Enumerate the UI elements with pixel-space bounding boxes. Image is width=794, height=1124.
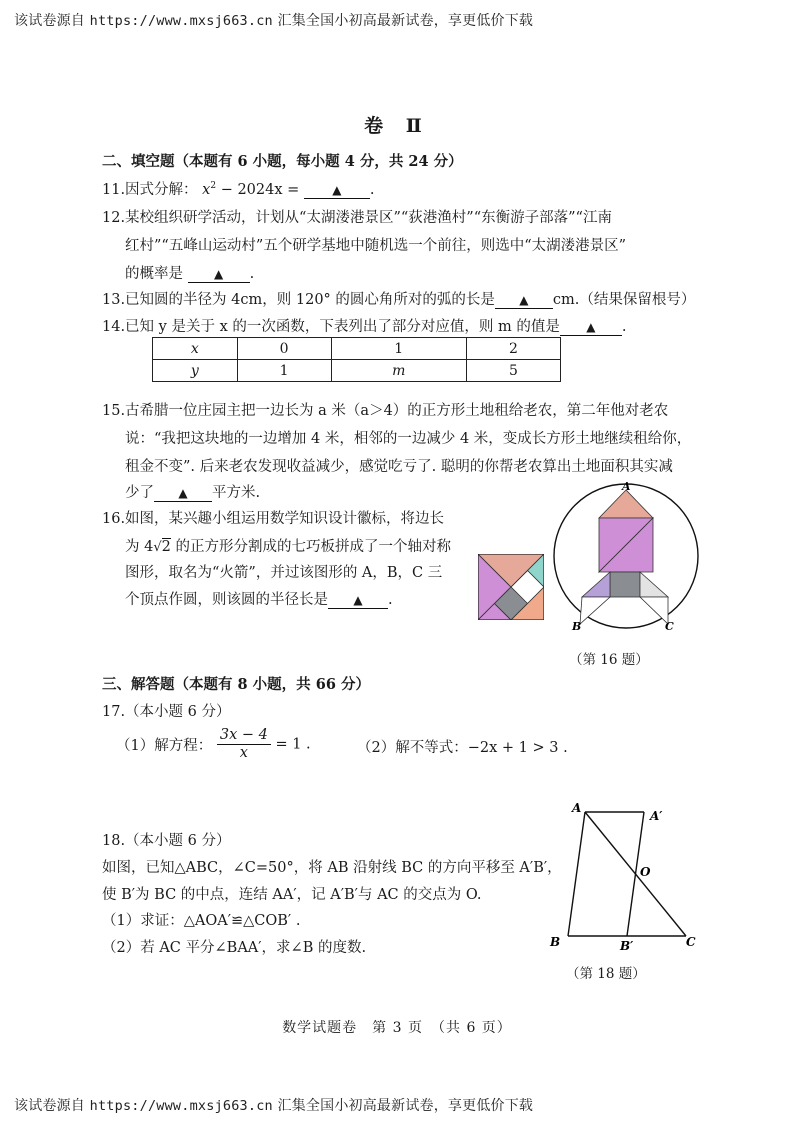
q16-line3: 图形，取名为“火箭”，并过该图形的 A，B，C 三	[125, 565, 443, 581]
q12-line3	[125, 262, 254, 283]
table-row	[153, 360, 561, 382]
point-label-a: A	[622, 480, 631, 493]
q17-part1	[116, 727, 311, 762]
q16-prefix: 为 4	[125, 539, 154, 555]
q17-fraction	[217, 727, 271, 762]
table-cell: 0	[237, 338, 331, 360]
tangram-square-figure	[478, 554, 544, 620]
point-label-b-prime: B′	[620, 939, 634, 953]
watermark-suffix: 汇集全国小初高最新试卷，享更低价下载	[277, 13, 534, 29]
q16-line2	[125, 535, 451, 556]
q17-heading: 17.（本小题 6 分）	[102, 704, 231, 720]
section2-heading: 二、填空题（本题有 6 小题，每小题 4 分，共 24 分）	[102, 153, 463, 170]
table-cell: m	[331, 360, 466, 382]
fraction-numerator: 3x − 4	[217, 727, 271, 745]
q18-part2: （2）若 AC 平分∠BAA′，求∠B 的度数.	[102, 940, 367, 956]
q16-line4	[125, 588, 393, 609]
q12-line2: 红村”“五峰山运动村”五个研学基地中随机选一个前往，则选中“太湖溇港景区”	[125, 238, 627, 254]
watermark-bottom	[14, 1095, 533, 1115]
q15-line1: 15.古希腊一位庄园主把一边长为 a 米（a＞4）的正方形土地租给老农，第二年他对老农	[102, 403, 669, 419]
q14-prefix: 14.已知 y 是关于 x 的一次函数，下表列出了部分对应值，则 m 的值是	[102, 319, 560, 335]
q15-line3: 租金不变”. 后来老农发现收益减少，感觉吃亏了. 聪明的你帮老农算出土地面积其实减	[125, 459, 673, 475]
q15-line2: 说：“我把这块地的一边增加 4 米，相邻的一边减少 4 米，变成长方形土地继续租给你，	[125, 431, 692, 447]
rocket-tip-triangle	[599, 490, 653, 518]
question-13	[102, 288, 695, 309]
figure-16-caption: （第 16 题）	[569, 652, 649, 668]
q18-part1: （1）求证：△AOA′≌△COB′ .	[102, 913, 301, 929]
answer-blank[interactable]	[304, 182, 370, 199]
blank-mark: ▲	[353, 593, 363, 607]
q17-part2: （2）解不等式：−2x + 1 > 3 .	[357, 740, 568, 756]
rocket-leg-right	[640, 597, 668, 624]
watermark-url[interactable]: https://www.mxsj663.cn	[89, 1098, 273, 1114]
point-label-c: C	[665, 620, 674, 632]
segment-ab	[568, 812, 585, 936]
q12-line1: 12.某校组织研学活动，计划从“太湖溇港景区”“荻港渔村”“东衡游子部落”“江南	[102, 210, 612, 226]
answer-blank[interactable]	[188, 266, 250, 283]
paper-title: 卷 Ⅱ	[364, 115, 430, 137]
q12-prefix: 的概率是	[125, 266, 183, 282]
q11-prefix: 11.因式分解：	[102, 182, 198, 198]
q16-line1: 16.如图，某兴趣小组运用数学知识设计徽标，将边长	[102, 511, 445, 527]
q11-suffix: .	[369, 182, 375, 198]
rocket-leg-left	[580, 597, 610, 624]
table-cell: 5	[466, 360, 560, 382]
question-14	[102, 315, 626, 336]
rocket-fin-left	[582, 572, 610, 597]
q17-part1-label: （1）解方程：	[116, 738, 213, 754]
q18-line2: 使 B′为 BC 的中点，连结 AA′，记 A′B′与 AC 的交点为 O.	[102, 887, 482, 903]
q11-expr-rest: − 2024x =	[216, 182, 300, 198]
table-row	[153, 338, 561, 360]
page-footer: 数学试题卷 第 3 页 （共 6 页）	[282, 1020, 512, 1036]
table-cell: x	[153, 338, 238, 360]
figure-18-caption: （第 18 题）	[566, 966, 646, 982]
table-cell: 1	[331, 338, 466, 360]
watermark-suffix: 汇集全国小初高最新试卷，享更低价下载	[277, 1098, 534, 1114]
blank-mark: ▲	[178, 486, 188, 500]
point-label-o: O	[640, 865, 651, 879]
answer-blank[interactable]	[560, 319, 622, 336]
table-cell: 1	[237, 360, 331, 382]
q18-heading: 18.（本小题 6 分）	[102, 833, 231, 849]
section3-heading: 三、解答题（本题有 8 小题，共 66 分）	[102, 676, 370, 693]
point-label-a-prime: A′	[650, 809, 663, 823]
answer-blank[interactable]	[154, 485, 212, 502]
point-label-c: C	[686, 935, 696, 949]
point-label-b: B	[550, 935, 561, 949]
blank-mark: ▲	[332, 183, 342, 197]
q18-line1: 如图，已知△ABC，∠C=50°，将 AB 沿射线 BC 的方向平移至 A′B′，	[102, 860, 562, 876]
point-label-b: B	[572, 620, 582, 632]
q16-suffix: .	[388, 592, 393, 608]
table-cell: 2	[466, 338, 560, 360]
watermark-prefix: 该试卷源自	[14, 13, 85, 29]
table-cell: y	[153, 360, 238, 382]
q16-prefix: 个顶点作圆，则该圆的半径长是	[125, 592, 328, 608]
rocket-base-square	[610, 572, 640, 597]
watermark-prefix: 该试卷源自	[14, 1098, 85, 1114]
q11-expr-exp: 2	[210, 181, 217, 192]
q14-suffix: .	[621, 319, 627, 335]
translation-figure	[540, 798, 710, 956]
q15-suffix: 平方米.	[212, 485, 261, 501]
watermark-top	[14, 10, 533, 30]
answer-blank[interactable]	[495, 292, 553, 309]
sqrt-radicand: 2	[161, 539, 171, 555]
q15-prefix: 少了	[125, 485, 154, 501]
q17-part1-rhs: = 1 .	[275, 736, 311, 753]
rocket-circle-figure	[552, 480, 702, 632]
fraction-denominator: x	[239, 745, 248, 761]
blank-mark: ▲	[586, 320, 596, 334]
rocket-fin-right	[640, 572, 668, 597]
watermark-url[interactable]: https://www.mxsj663.cn	[89, 13, 273, 29]
sqrt-symbol: √	[153, 540, 162, 555]
answer-blank[interactable]	[328, 592, 388, 609]
q16-rest: 的正方形分割成的七巧板拼成了一个轴对称	[170, 539, 451, 555]
q13-prefix: 13.已知圆的半径为 4cm，则 120° 的圆心角所对的弧的长是	[102, 292, 495, 308]
q13-suffix: cm.（结果保留根号）	[552, 292, 696, 308]
blank-mark: ▲	[213, 267, 224, 281]
question-11	[102, 178, 375, 199]
q11-expr-var: x	[202, 182, 211, 198]
q12-suffix: .	[249, 266, 255, 282]
q14-value-table	[152, 337, 561, 382]
point-label-a: A	[572, 801, 582, 815]
q15-line4	[125, 481, 260, 502]
blank-mark: ▲	[519, 293, 529, 307]
